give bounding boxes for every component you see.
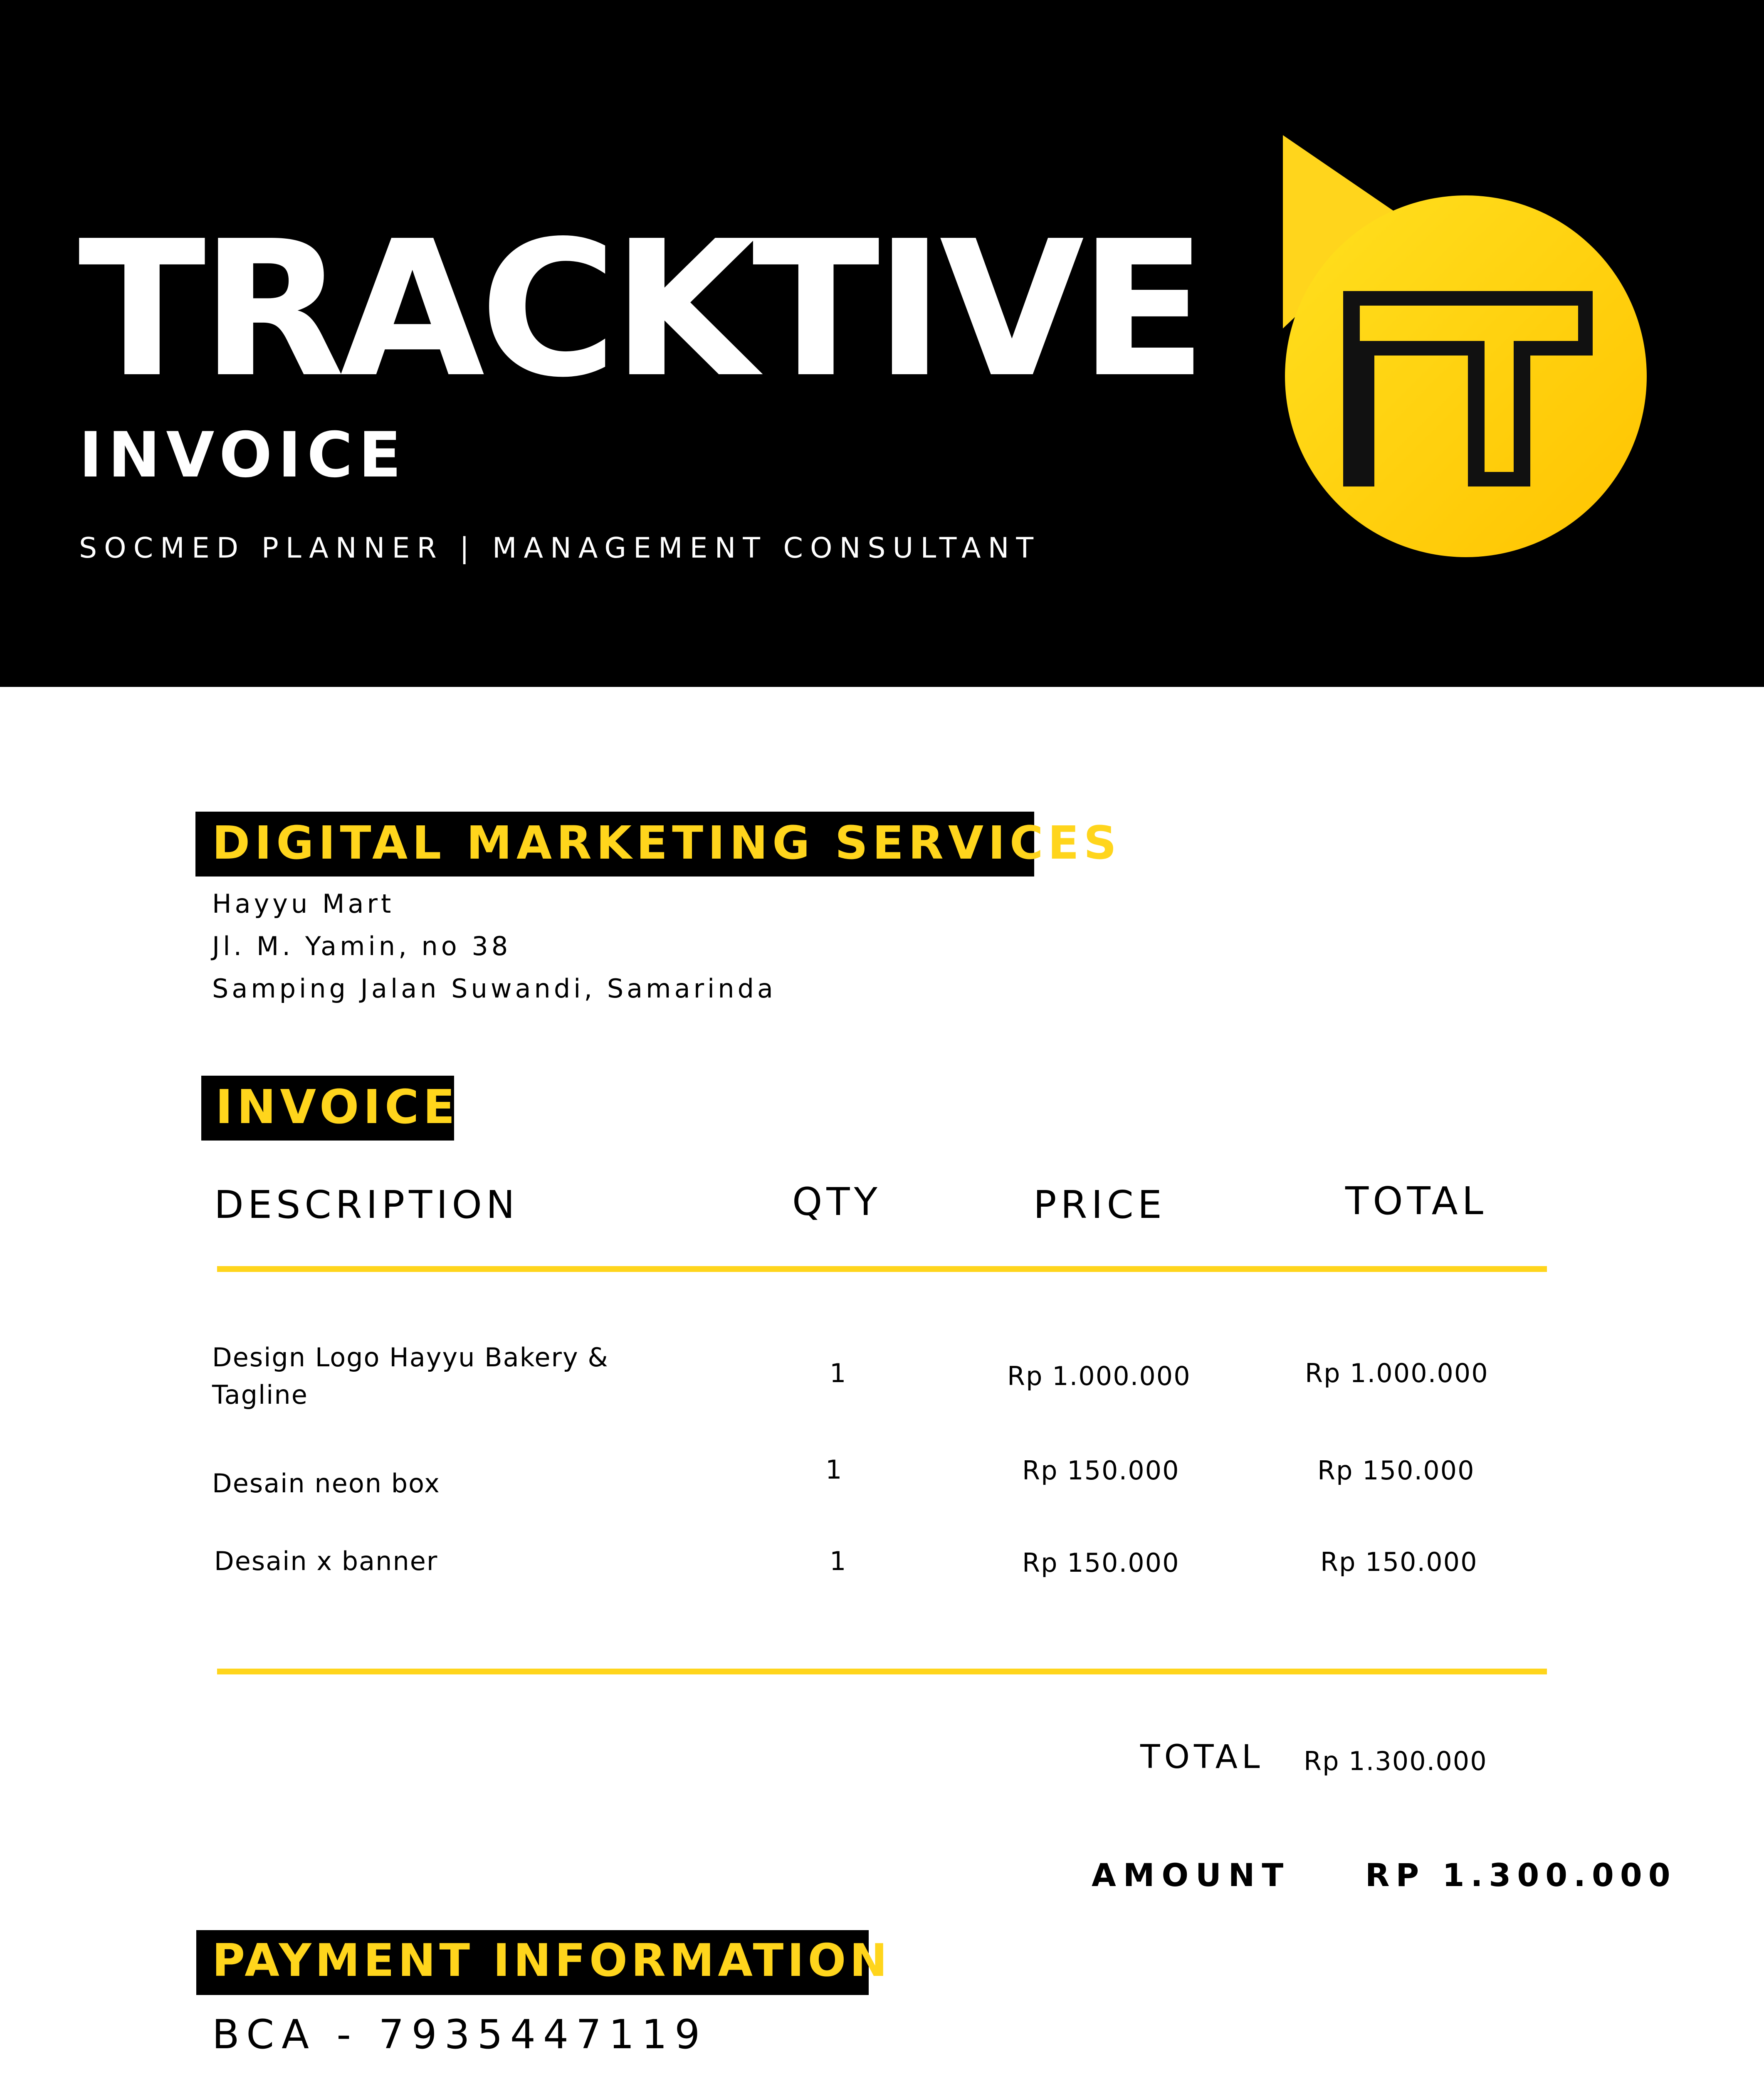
client-address-line1: Jl. M. Yamin, no 38	[212, 931, 511, 961]
table-row-3-description: Desain x banner	[214, 1546, 438, 1576]
items-divider	[217, 1669, 1547, 1674]
column-header-description: DESCRIPTION	[214, 1183, 519, 1227]
table-row-3-qty: 1	[830, 1546, 847, 1576]
table-row-3-price: Rp 150.000	[1022, 1548, 1180, 1578]
header-divider	[217, 1266, 1547, 1272]
brand-name: TRACKTIVE	[78, 201, 1202, 419]
amount-label: AMOUNT	[1092, 1857, 1291, 1894]
table-row-2-price: Rp 150.000	[1022, 1455, 1180, 1486]
company-tagline: SOCMED PLANNER | MANAGEMENT CONSULTANT	[79, 532, 1041, 565]
column-header-total: TOTAL	[1345, 1179, 1487, 1223]
tracktive-logo-icon	[1272, 129, 1655, 561]
amount-value: RP 1.300.000	[1365, 1857, 1677, 1894]
invoice-label: INVOICE	[215, 1080, 459, 1134]
client-name: Hayyu Mart	[212, 889, 395, 919]
table-row-2-description: Desain neon box	[212, 1468, 440, 1499]
total-value: Rp 1.300.000	[1304, 1746, 1487, 1776]
table-row-1-description-line2: Tagline	[212, 1380, 308, 1410]
invoice-header	[0, 0, 1764, 687]
table-row-1-total: Rp 1.000.000	[1305, 1358, 1489, 1388]
services-label: DIGITAL MARKETING SERVICES	[212, 816, 1121, 869]
table-row-1-description-line1: Design Logo Hayyu Bakery &	[212, 1342, 609, 1373]
table-row-2-qty: 1	[825, 1454, 843, 1485]
client-address-line2: Samping Jalan Suwandi, Samarinda	[212, 973, 776, 1004]
total-label: TOTAL	[1140, 1738, 1264, 1776]
bank-account: BCA - 7935447119	[212, 2011, 708, 2058]
column-header-price: PRICE	[1033, 1183, 1166, 1227]
table-row-3-total: Rp 150.000	[1320, 1547, 1478, 1577]
table-row-1-price: Rp 1.000.000	[1007, 1361, 1191, 1391]
payment-label: PAYMENT INFORMATION	[212, 1935, 891, 1987]
column-header-qty: QTY	[792, 1180, 882, 1224]
document-type: INVOICE	[79, 419, 407, 491]
table-row-2-total: Rp 150.000	[1317, 1455, 1475, 1486]
table-row-1-qty: 1	[830, 1358, 847, 1388]
